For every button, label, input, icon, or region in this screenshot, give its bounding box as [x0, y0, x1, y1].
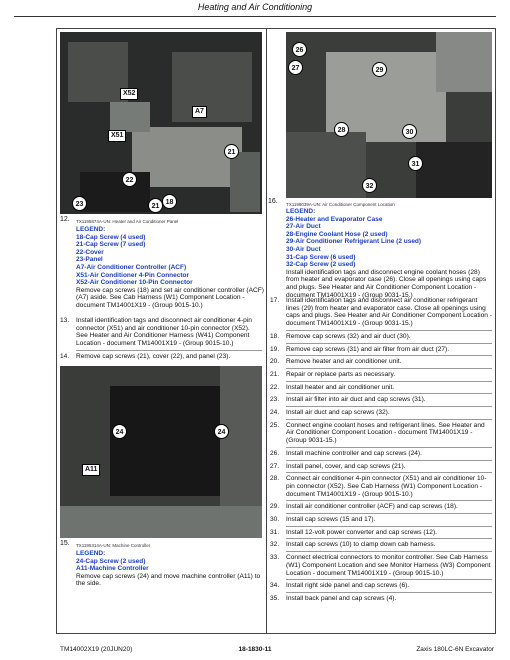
step-31	[270, 529, 492, 540]
legend-item: 18-Cap Screw (4 used)	[76, 233, 146, 241]
step-text: Remove cap screws (31) and air filter from air duct (27).	[286, 345, 450, 353]
step-number: 20.	[270, 358, 280, 366]
callout-a7: A7	[192, 106, 207, 118]
step-text: Repair or replace parts as necessary.	[286, 370, 396, 378]
step-number: 17.	[270, 297, 280, 304]
step-15-number: 15.	[60, 540, 70, 547]
step-number: 19.	[270, 345, 280, 353]
step-32	[270, 541, 492, 552]
callout-28: 28	[334, 122, 349, 137]
step-34	[270, 582, 492, 593]
step-30	[270, 516, 492, 527]
step-number: 25.	[270, 421, 280, 429]
step-13	[60, 317, 262, 351]
figure3-caption: TX1198039A-UN: Air Conditioner Component Location	[286, 202, 395, 207]
legend-title: LEGEND:	[76, 550, 106, 557]
step-text: Connect engine coolant hoses and refrigerant lines. See Heater and Air Conditioner Component Location - document TM14001X19 - (Group 9031-15.)	[286, 421, 485, 445]
step-number: 24.	[270, 409, 280, 417]
figure3-legend	[286, 208, 492, 300]
step-text: Connect air conditioner 4-pin connector (X51) and air conditioner 10-pin connector (X52). See Cab Harness (W1) Component Location - document TM14001X19 - (Group 9015-10.)	[286, 475, 487, 498]
step-number: 31.	[270, 528, 280, 536]
step-number: 18.	[270, 332, 280, 340]
step-number: 23.	[270, 396, 280, 404]
legend-item: 30-Air Duct	[286, 245, 321, 253]
steps-right-list	[270, 297, 492, 603]
header-rule	[14, 16, 496, 17]
step-22	[270, 384, 492, 395]
step-text: Install 12-volt power converter and cap screws (12).	[286, 528, 437, 536]
figure2-caption: TX1195314A-UN: Machine Controller	[76, 543, 151, 548]
steps-left-list	[60, 317, 262, 361]
step-number: 28.	[270, 475, 280, 483]
step-20	[270, 358, 492, 369]
step-text: Install air duct and cap screws (32).	[286, 409, 390, 417]
legend-item: 26-Heater and Evaporator Case	[286, 215, 383, 223]
step-text: Install panel, cover, and cap screws (21).	[286, 462, 406, 470]
footer-machine-name: Zaxis 180LC-6N Excavator	[416, 646, 494, 653]
step-28	[270, 475, 492, 501]
step-number: 33.	[270, 554, 280, 562]
step-text: Connect electrical connectors to monitor controller. See Cab Harness (W1) Component Location and see Monitor Harness (W3) Component Location - document TM14001X19 - (Group 9015-10.)	[286, 554, 491, 577]
ac-component-location-photo	[286, 32, 492, 198]
step-24	[270, 409, 492, 420]
step-27	[270, 463, 492, 474]
step-number: 30.	[270, 516, 280, 524]
step-number: 35.	[270, 594, 280, 602]
legend-item: 28-Engine Coolant Hose (2 used)	[286, 230, 388, 238]
step-19	[270, 346, 492, 357]
footer-doc-id: TM14002X19 (20JUN20)	[60, 646, 133, 653]
heater-ac-panel-photo	[60, 32, 262, 214]
legend-title: LEGEND:	[286, 208, 316, 215]
figure1-legend	[76, 226, 264, 310]
step-text: Install identification tags and disconnect air conditioner refrigerant lines (29) from heater and evaporator case. Close all openings using caps and plugs. See Heater and Air Conditioner Component Location - document TM14001X19 - (Group 9031-15.)	[286, 297, 492, 328]
page-header-title: Heating and Air Conditioning	[197, 2, 313, 12]
callout-21-lower: 21	[148, 198, 163, 213]
legend-item: 23-Panel	[76, 256, 103, 264]
legend-title: LEGEND:	[76, 226, 106, 233]
callout-22: 22	[122, 172, 137, 187]
step-text: Install cap screws (15 and 17).	[286, 516, 376, 524]
step-23	[270, 396, 492, 407]
callout-27: 27	[288, 60, 303, 75]
callout-29: 29	[372, 62, 387, 77]
legend-item: 31-Cap Screw (6 used)	[286, 253, 356, 261]
step-16-number: 16.	[268, 198, 278, 205]
step-number: 32.	[270, 541, 280, 549]
step-text: Install heater and air conditioner unit.	[286, 383, 395, 391]
step-number: 26.	[270, 449, 280, 457]
callout-31: 31	[408, 156, 423, 171]
callout-a11: A11	[82, 464, 100, 476]
legend-item: 32-Cap Screw (2 used)	[286, 261, 356, 269]
step-text: Remove cap screws (32) and air duct (30).	[286, 332, 411, 340]
callout-x51: X51	[108, 130, 126, 142]
step-number: 22.	[270, 383, 280, 391]
legend-item: 24-Cap Screw (2 used)	[76, 557, 146, 565]
callout-x52: X52	[120, 88, 138, 100]
step-25	[270, 422, 492, 448]
step-text: Install machine controller and cap screws (24).	[286, 449, 422, 457]
step-text: Install cap screws (10) to clamp down cab harness.	[286, 541, 436, 549]
callout-30: 30	[402, 124, 417, 139]
step-text: Install identification tags and disconnect air conditioner 4-pin connector (X51) and air conditioner 10-pin connector (X52). See Heater and Air Conditioner Harness (W41) Component Location - document TM14001X19 - (Group 9015-10.)	[76, 317, 252, 348]
step-number: 13.	[60, 317, 70, 324]
step-12-text: Remove cap screws (18) and set air conditioner controller (ACF) (A7) aside. See Cab Harness (W1) Component Location - document TM14001X19 - (Group 9015-10.)	[76, 286, 264, 310]
step-number: 21.	[270, 370, 280, 378]
callout-24-right: 24	[214, 424, 229, 439]
callout-26: 26	[292, 42, 307, 57]
step-14	[60, 353, 262, 361]
step-18	[270, 333, 492, 344]
step-text: Remove cap screws (21), cover (22), and panel (23).	[76, 352, 231, 360]
footer-page-number: 18-1830-11	[238, 646, 272, 653]
legend-item: A11-Machine Controller	[76, 565, 149, 573]
machine-controller-photo	[60, 366, 262, 538]
callout-24-left: 24	[112, 424, 127, 439]
step-number: 29.	[270, 503, 280, 511]
legend-item: 21-Cap Screw (7 used)	[76, 241, 146, 249]
step-text: Install air conditioner controller (ACF) and cap screws (18).	[286, 503, 458, 511]
legend-item: A7-Air Conditioner Controller (ACF)	[76, 263, 187, 271]
step-number: 27.	[270, 462, 280, 470]
callout-23: 23	[72, 196, 87, 211]
legend-item: X51-Air Conditioner 4-Pin Connector	[76, 271, 190, 279]
step-number: 14.	[60, 352, 70, 360]
step-33	[270, 554, 492, 580]
legend-item: 27-Air Duct	[286, 223, 321, 231]
step-26	[270, 450, 492, 461]
figure1-caption: TX1195874A-UN: Heater and Air Conditioner Panel	[76, 219, 179, 224]
step-16-text: Install identification tags and disconnect engine coolant hoses (28) from heater and evaporator case (26). Close all openings using caps and plugs. See Heater and Air Conditioner Component Location - document TM14001X19 - (Group 9031-15.)	[286, 268, 487, 299]
column-divider	[266, 28, 267, 634]
step-35	[270, 595, 492, 603]
callout-21-upper: 21	[224, 144, 239, 159]
step-21	[270, 371, 492, 382]
step-text: Remove heater and air conditioner unit.	[286, 358, 402, 366]
step-text: Install air filter into air duct and cap screws (31).	[286, 396, 426, 404]
figure2-legend	[76, 550, 264, 588]
callout-18: 18	[162, 194, 177, 209]
step-29	[270, 503, 492, 514]
legend-item: 29-Air Conditioner Refrigerant Line (2 used)	[286, 238, 422, 246]
legend-item: X52-Air Conditioner 10-Pin Connector	[76, 279, 193, 287]
step-15-text: Remove cap screws (24) and move machine controller (A11) to the side.	[76, 572, 261, 588]
step-number: 34.	[270, 582, 280, 590]
callout-32: 32	[362, 178, 377, 193]
step-text: Install back panel and cap screws (4).	[286, 594, 397, 602]
step-17	[270, 297, 492, 331]
step-12-number: 12.	[60, 216, 70, 223]
legend-item: 22-Cover	[76, 248, 104, 256]
step-text: Install right side panel and cap screws (6).	[286, 582, 410, 590]
